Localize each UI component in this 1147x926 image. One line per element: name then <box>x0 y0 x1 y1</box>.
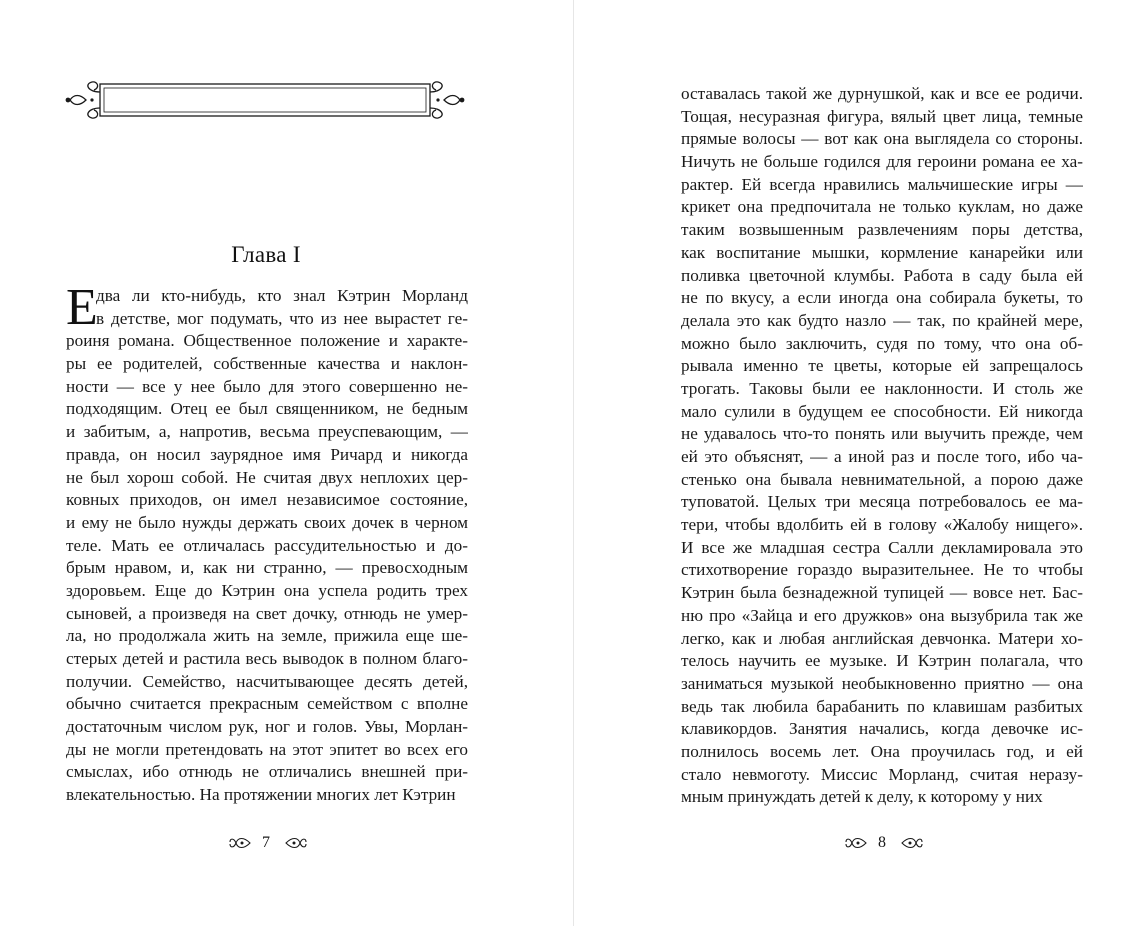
chapter-title <box>66 242 466 268</box>
chapter-number: I <box>292 242 301 267</box>
left-page <box>0 0 573 926</box>
text-line: тери, чтобы вдолбить ей в голову «Жалобу нищего». <box>681 515 1083 535</box>
text-line: поливка цветочной клумбы. Работа в саду была ей <box>681 265 1083 285</box>
text-line: ды не могли претендовать на этот эпитет во всех его <box>66 739 468 759</box>
text-line: теле. Мать ее отличалась рассудительностью и до- <box>66 535 468 555</box>
text-line: рактер. Ей всегда нравились мальчишеские игры — <box>681 174 1083 194</box>
text-line: клавикордов. Занятия начались, когда девочке ис- <box>681 719 1083 739</box>
text-line: телось научить ее музыке. И Кэтрин полагала, что <box>681 651 1083 671</box>
fleuron-icon <box>228 834 252 852</box>
text-line: трогать. Таковы были ее наклонности. И столь же <box>681 378 1083 398</box>
text-line: И все же младшая сестра Салли декламировала это <box>681 537 1083 557</box>
folio-left <box>216 832 316 854</box>
text-line: легко, как и любая английская девчонка. Матери хо- <box>681 628 1083 648</box>
text-line: роиня романа. Общественное положение и характе- <box>66 331 468 351</box>
text-line: два ли кто-нибудь, кто знал Кэтрин Морланд <box>96 286 468 305</box>
text-line: Ничуть не больше годился для героини романа ее ха- <box>681 152 1083 172</box>
text-line: обычно считается прекрасным семейством с вполне <box>66 694 468 714</box>
fleuron-icon <box>284 834 308 852</box>
text-line: оставалась такой же дурнушкой, как и все ее родичи. <box>681 84 1083 103</box>
left-page-text <box>66 279 468 807</box>
text-line: не удавалось что-то понять или выучить прежде, чем <box>681 424 1083 444</box>
text-line: смыслах, ибо отнюдь не отличались внешней при- <box>66 762 468 782</box>
text-line: заниматься музыкой необыкновенно приятно — она <box>681 673 1083 693</box>
folio-right <box>832 832 932 854</box>
text-line: делала это как будто назло — так, по крайней мере, <box>681 310 1083 330</box>
text-line: стенько она бывала невнимательной, а порою даже <box>681 469 1083 489</box>
text-line: здоровьем. Еще до Кэтрин она успела родить трех <box>66 580 468 600</box>
text-line: сыновей, а произведя на свет дочку, отнюдь не умер- <box>66 603 468 623</box>
text-line: стерых детей и растила весь выводок в полном благо- <box>66 649 468 668</box>
page-number: 7 <box>262 834 270 851</box>
text-line: мным принуждать детей к делу, к которому у них <box>681 787 1043 807</box>
text-line: ности — все у нее было для этого совершенно не- <box>66 376 468 396</box>
text-line: ры ее родителей, собственные качества и наклон- <box>66 354 468 374</box>
text-line: Тощая, несуразная фигура, вялый цвет лица, темные <box>681 106 1083 126</box>
text-line: не был хорош собой. Не считая двух неплохих цер- <box>66 467 468 487</box>
text-line: ковных приходов, он имел независимое состояние, <box>66 490 468 510</box>
text-line: ла, но продолжала жить на земле, прижила еще ше- <box>66 626 468 646</box>
chapter-label: Глава <box>231 242 287 267</box>
text-line: получии. Семейство, насчитывающее десять детей, <box>66 671 468 691</box>
text-line: влекательностью. На протяжении многих лет Кэтрин <box>66 785 456 805</box>
text-line: стихотворение гораздо выразительнее. Не то чтобы <box>681 560 1083 580</box>
fleuron-icon <box>900 834 924 852</box>
text-line: рывала именно те цветы, которые ей запрещалось <box>681 356 1083 376</box>
text-line: не по вкусу, а если иногда она собирала букеты, то <box>681 288 1083 308</box>
text-line: прямые волосы — вот как она выглядела со стороны. <box>681 129 1083 149</box>
text-line: брым нравом, и, как ни странно, — превосходным <box>66 558 468 578</box>
text-line: как воспитание мышки, кормление канарейки или <box>681 242 1083 262</box>
right-page <box>574 0 1147 926</box>
ornamental-frame-icon <box>62 78 468 122</box>
text-line: и ему не было нужды держать своих дочек в черном <box>66 512 468 532</box>
text-line: полнилось восемь лет. Она проучилась год, и ей <box>681 741 1083 761</box>
fleuron-icon <box>844 834 868 852</box>
text-line: туповатой. Целых три месяца потребовалось ее ма- <box>681 492 1083 512</box>
text-line: крикет она предпочитала не только куклам, но даже <box>681 197 1083 217</box>
text-line: подходящим. Отец ее был священником, не бедным <box>66 399 468 419</box>
text-line: Кэтрин была безнадежной тупицей — вовсе нет. Бас- <box>681 583 1083 603</box>
text-line: в детстве, мог подумать, что из нее вырастет ге- <box>96 308 468 328</box>
drop-cap: Е <box>66 279 98 336</box>
text-line: ей это объяснят, — а иной раз и после того, ибо ча- <box>681 447 1083 466</box>
text-line: можно было заключить, судя по тому, что она об- <box>681 333 1083 353</box>
text-line: стало невмоготу. Миссис Морланд, считая неразу- <box>681 764 1083 784</box>
right-page-text <box>681 83 1083 809</box>
text-line: мало сулили в будущем ее способности. Ей никогда <box>681 401 1083 421</box>
text-line: ню про «Зайца и его дружков» она вызубрила так же <box>681 605 1083 625</box>
text-line: ведь так любила барабанить по клавишам разбитых <box>681 696 1083 716</box>
text-line: правда, он носил заурядное имя Ричард и никогда <box>66 444 468 464</box>
page-number: 8 <box>878 834 886 851</box>
text-line: и забитым, а, напротив, весьма преуспевающим, — <box>66 422 468 442</box>
text-line: достаточным числом рук, ног и голов. Увы, Морлан- <box>66 717 468 737</box>
text-line: таким возвышенным развлечениям поры детства, <box>681 220 1083 240</box>
